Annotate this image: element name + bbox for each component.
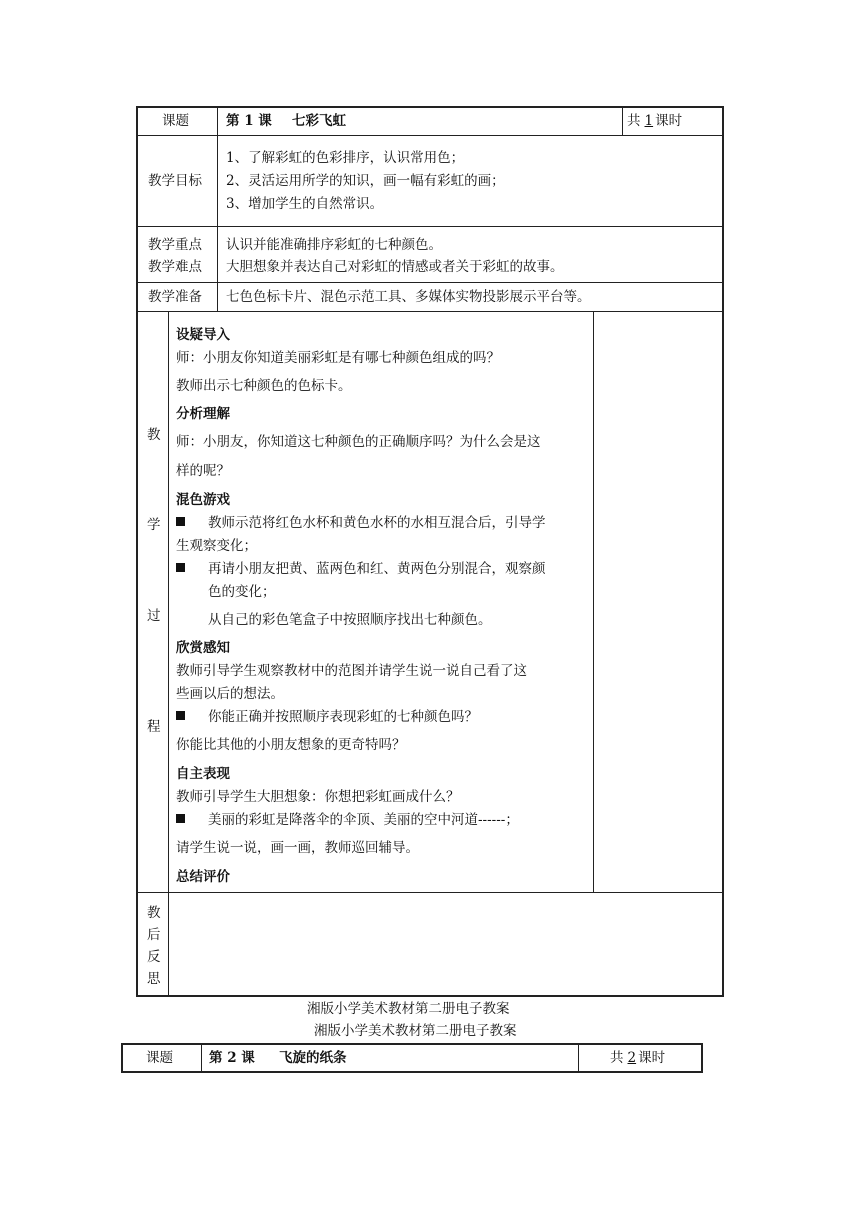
bullet-item [176, 811, 519, 829]
lesson-hours [610, 1049, 665, 1067]
column-divider [217, 107, 218, 312]
key-point-label: 教学重点 [148, 237, 202, 253]
process-text: 从自己的彩色笔盒子中按照顺序找出七种颜色。 [208, 612, 492, 628]
hours-value: 1 [644, 113, 654, 129]
process-text: 师：小朋友你知道美丽彩虹是有哪七种颜色组成的吗？ [176, 350, 500, 366]
page-footer: 湘版小学美术教材第二册电子教案 [307, 1001, 510, 1017]
row-divider [137, 226, 723, 227]
prep-text: 七色色标卡片、混色示范工具、多媒体实物投影展示平台等。 [226, 289, 591, 305]
difficulty-text: 大胆想象并表达自己对彩虹的情感或者关于彩虹的故事。 [226, 259, 564, 275]
row-divider [137, 311, 723, 312]
reflection-label-char: 思 [147, 971, 161, 987]
page-header: 湘版小学美术教材第二册电子教案 [314, 1023, 517, 1039]
row-divider [137, 282, 723, 283]
bullet-square-icon [176, 711, 185, 720]
column-divider [578, 1044, 579, 1072]
process-label-char: 过 [147, 608, 161, 624]
section-title: 设疑导入 [176, 327, 230, 343]
process-text: 样的呢？ [176, 463, 230, 479]
difficulty-label: 教学难点 [148, 259, 202, 275]
bullet-item [176, 708, 478, 726]
goal-item: 2、灵活运用所学的知识，画一幅有彩虹的画； [226, 173, 505, 189]
section-title: 混色游戏 [176, 492, 230, 508]
section-title: 分析理解 [176, 406, 230, 422]
reflection-label-char: 教 [147, 905, 161, 921]
process-label-char: 教 [147, 427, 161, 443]
hours-suffix: 课时 [638, 1050, 666, 1066]
process-text: 色的变化； [208, 584, 276, 600]
topic-label: 课题 [162, 113, 189, 129]
process-text: 生观察变化； [176, 538, 257, 554]
column-divider [593, 312, 594, 893]
column-divider [168, 312, 169, 996]
process-text: 请学生说一说，画一画，教师巡回辅导。 [176, 840, 419, 856]
bullet-text: 美丽的彩虹是降落伞的伞顶、美丽的空中河道------； [208, 812, 519, 828]
column-divider [622, 107, 623, 136]
bullet-square-icon [176, 814, 185, 823]
lesson-number: 第 1 课 [226, 113, 272, 129]
hours-prefix: 共 [627, 113, 641, 129]
column-divider [201, 1044, 202, 1072]
section-title: 总结评价 [176, 869, 230, 885]
hours-suffix: 课时 [655, 113, 683, 129]
lesson-title: 飞旋的纸条 [279, 1050, 347, 1066]
process-label-char: 学 [147, 517, 161, 533]
bullet-text: 教师示范将红色水杯和黄色水杯的水相互混合后，引导学 [208, 515, 546, 531]
reflection-label-char: 后 [147, 927, 161, 943]
process-text: 教师引导学生观察教材中的范图并请学生说一说自己看了这 [176, 663, 527, 679]
bullet-square-icon [176, 563, 185, 572]
process-text: 你能比其他的小朋友想象的更奇特吗？ [176, 737, 406, 753]
bullet-text: 再请小朋友把黄、蓝两色和红、黄两色分别混合，观察颜 [208, 561, 546, 577]
section-title: 自主表现 [176, 766, 230, 782]
process-text: 师：小朋友，你知道这七种颜色的正确顺序吗？为什么会是这 [176, 434, 541, 450]
bullet-item [176, 514, 546, 532]
section-title: 欣赏感知 [176, 640, 230, 656]
key-point-text: 认识并能准确排序彩虹的七种颜色。 [226, 237, 442, 253]
bullet-item [176, 560, 546, 578]
lesson-title: 七彩飞虹 [292, 113, 346, 129]
lesson-hours [627, 112, 682, 130]
process-text: 教师出示七种颜色的色标卡。 [176, 378, 352, 394]
prep-label: 教学准备 [148, 289, 202, 305]
hours-prefix: 共 [610, 1050, 624, 1066]
reflection-label-char: 反 [147, 949, 161, 965]
process-text: 教师引导学生大胆想象：你想把彩虹画成什么？ [176, 789, 460, 805]
topic-label: 课题 [146, 1050, 173, 1066]
goal-item: 1、了解彩虹的色彩排序，认识常用色； [226, 150, 465, 166]
bullet-text: 你能正确并按照顺序表现彩虹的七种颜色吗？ [208, 709, 478, 725]
bullet-square-icon [176, 517, 185, 526]
goals-label: 教学目标 [148, 173, 202, 189]
hours-value: 2 [627, 1050, 637, 1066]
process-text: 些画以后的想法。 [176, 686, 284, 702]
goal-item: 3、增加学生的自然常识。 [226, 196, 384, 212]
process-label-char: 程 [147, 719, 161, 735]
row-divider [137, 135, 723, 136]
row-divider [137, 892, 723, 893]
lesson-number: 第 2 课 [209, 1050, 255, 1066]
